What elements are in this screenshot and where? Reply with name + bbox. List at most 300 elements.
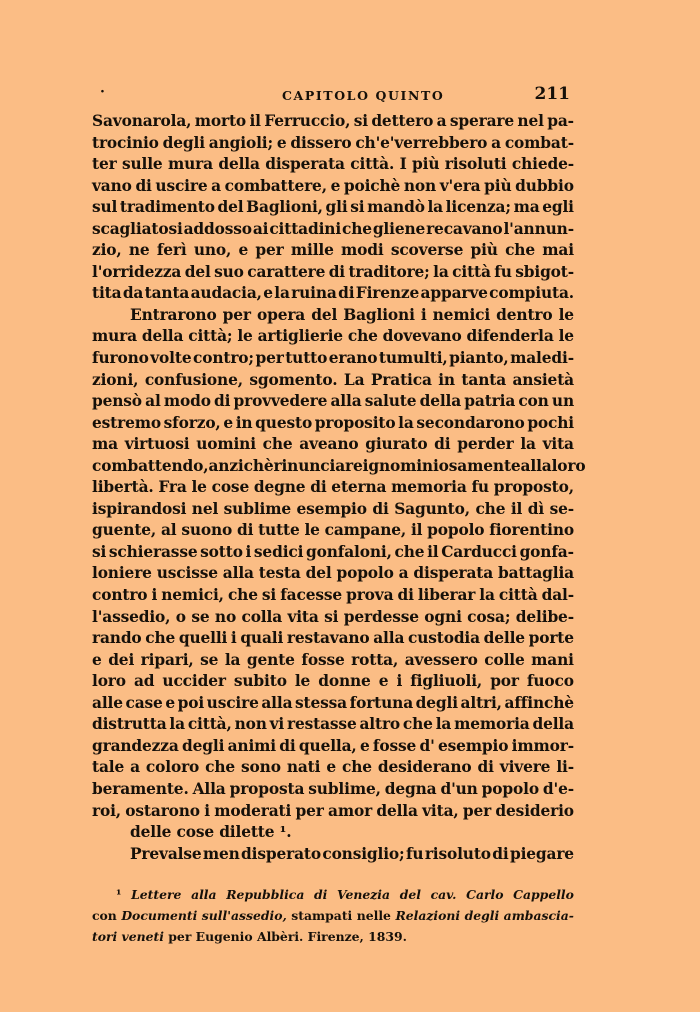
text-line [92,563,574,585]
footnote-word: Carlo [466,887,504,902]
word: gente [246,650,295,669]
word: i [420,305,427,324]
word: delle [483,629,525,648]
word: uscisse [156,564,218,583]
word: in [235,413,253,432]
text-line [92,822,574,844]
word: distrutta [92,715,167,734]
word: della [419,392,462,411]
word: perder [457,435,514,454]
word: Sagunto, [394,499,470,518]
word: coloro [145,758,200,777]
word: patria [464,392,516,411]
word: per [255,349,284,368]
word: angioli; [208,133,274,152]
word: mandò [367,198,425,217]
word: Alla [192,779,226,798]
word: loro [92,672,126,691]
word: o [175,607,186,626]
footnote-word: Venezia [337,887,391,902]
word: apparve [420,284,488,303]
footnote-word: ambascia- [503,908,574,923]
word: vita [542,435,574,454]
word: proposto, [493,478,574,497]
word: che [394,542,425,561]
word: difenderla [466,327,554,346]
word: Firenze [355,284,420,303]
word: guente, [92,521,157,540]
word: piegare [509,844,574,863]
word: di [236,521,254,540]
text-line [92,628,574,650]
word: colla [241,607,283,626]
footnote-word: sull'assedio, [201,908,287,923]
word: le [558,305,574,324]
text-line [92,801,574,823]
word: scoverse [390,241,464,260]
word: dettero [371,112,434,130]
footnote-word: Repubblica [226,887,305,902]
word: furono [92,349,149,368]
word: esempio [438,736,509,755]
word: a [130,758,140,777]
word: gliene [372,219,426,238]
word: I [399,155,407,174]
word: rotta, [351,650,399,669]
footnote-word: alla [191,887,217,902]
word: Prevalse [130,844,202,863]
footnote-segment: tori veneti [92,929,164,944]
word: disperata [265,155,345,174]
word: del [311,305,338,324]
word: grandezza [92,736,179,755]
word: se- [549,499,574,518]
word: della [218,155,260,174]
word: si [92,542,107,561]
word: vivere [499,758,551,777]
word: dovevano [382,327,462,346]
word: del [305,564,332,583]
word: nel [191,499,219,518]
word: sperare [449,112,514,130]
word: animi [227,736,276,755]
word: città, [187,715,232,734]
text-line [92,240,574,262]
word: vita, [422,801,459,820]
word: ad [133,672,155,691]
header-marker: · [100,84,105,100]
word: disperata [413,564,494,583]
word: men [202,844,240,863]
word: fosse [372,736,417,755]
word: degne [253,478,306,497]
word: a [436,112,447,130]
word: nemici, [161,586,224,605]
word: che [341,219,372,238]
footnote-word: Relazioni [395,908,461,923]
word: memoria [454,715,530,734]
word: vita [287,607,319,626]
running-header [92,84,568,108]
word: addosso [183,219,252,238]
word: aveano [299,435,359,454]
word: che [341,758,372,777]
word: ferì [156,241,187,260]
word: ostarono [125,801,200,820]
word: alle [92,693,123,712]
word: pensò [92,392,142,411]
word: l'annun- [503,219,574,238]
word: per [462,801,492,820]
word: le [191,478,207,497]
word: che [475,499,506,518]
text-line [92,542,574,564]
word: e [326,758,336,777]
word: popolo [427,521,485,540]
word: la [398,413,414,432]
word: sbigot- [515,262,574,281]
word: e [238,241,249,260]
word: dentro [496,305,553,324]
word: egli [542,198,574,217]
word: immor- [511,736,574,755]
word: confusione, [144,370,243,389]
word: contro [92,586,148,605]
word: dal- [541,586,574,605]
word: l'assedio, [92,607,171,626]
word: audacia, [190,284,262,303]
text-line [92,176,574,198]
word: desiderio [495,801,574,820]
word: porte [528,629,574,648]
word: suo [214,262,244,281]
text-line [92,693,574,715]
text-line [92,779,574,801]
word: cose [211,478,250,497]
word: che [262,435,293,454]
text-line [92,499,574,521]
word: consiglio; [322,844,405,863]
word: loniere [92,564,152,583]
word: i [204,801,210,820]
word: morto [194,112,247,130]
word: liberar [417,586,476,605]
word: le [294,672,311,691]
word: esempio [296,499,367,518]
word: secondarono [416,413,525,432]
text-line [92,757,574,779]
word: testa [258,564,301,583]
word: perdesse [343,607,419,626]
word: libertà. [92,478,154,497]
footnotes [92,884,574,947]
chapter-title: CAPITOLO QUINTO [282,88,445,103]
word: uccider [162,672,226,691]
word: vano [92,176,132,195]
word: alla [373,629,405,648]
word: e [330,176,341,195]
word: battaglia [497,564,574,583]
word: restavano [286,629,370,648]
word: dubbio [515,176,574,195]
word: chiede- [511,155,574,174]
footnote-word: di [314,887,328,902]
word: Pratica [370,370,432,389]
word: ai [252,219,269,238]
word: quella, [298,736,357,755]
word: la [520,435,536,454]
word: e [92,650,102,669]
word: gonfa- [519,542,574,561]
word: non [234,715,267,734]
word: roi, [92,801,121,820]
word: la [435,715,452,734]
word: traditore; [348,262,430,281]
word: fu [405,844,424,863]
word: prova [346,586,394,605]
word: cittadini [269,219,342,238]
word: sono [241,758,281,777]
word: avessero [404,650,478,669]
word: altri, [460,693,502,712]
word: sotto [200,542,243,561]
word: di [338,284,355,303]
word: che [402,715,433,734]
footnote-line [92,926,574,947]
text-line [92,197,574,219]
word: modo [163,392,211,411]
word: si [324,607,339,626]
word: por [490,672,519,691]
word: suono [181,521,233,540]
word: popolo [481,779,539,798]
word: degli [415,693,458,712]
word: rinunciare [273,456,363,475]
word: sforzo, [163,413,221,432]
text-line [92,283,574,305]
word: se [191,607,210,626]
word: Baglioni, [246,198,323,217]
word: volte [150,349,192,368]
word: l'orridezza [92,262,182,281]
word: combattere, [224,176,327,195]
word: si [261,586,277,605]
footnote-word: ¹ [116,887,122,902]
word: ch'e'verrebbero [355,133,488,152]
word: ansietà [512,370,574,389]
word: schierasse [108,542,198,561]
word: tutte [258,521,300,540]
word: degli [162,133,205,152]
word: affinchè [504,693,574,712]
word: e [223,413,234,432]
word: della [376,801,418,820]
word: il [249,112,261,130]
page-number: 211 [534,84,570,104]
word: zioni, [92,370,139,389]
word: d' [419,736,435,755]
word: città; [188,327,233,346]
word: pa- [547,112,574,130]
word: di [310,478,327,497]
text-line [92,844,574,866]
word: se [200,650,219,669]
word: popolo [336,564,394,583]
word: risoluti [444,155,507,174]
word: la [433,262,449,281]
text-line [92,585,574,607]
word: questo [255,413,313,432]
word: di [135,176,152,195]
word: anzichè [208,456,274,475]
word: mura [92,327,137,346]
word: uomini [196,435,256,454]
word: fosse [301,650,345,669]
word: per [295,801,324,820]
word: licenza; [445,198,511,217]
word: Baglioni [343,305,415,324]
word: per [255,241,284,260]
text-line [92,413,574,435]
word: Entrarono [130,305,217,324]
word: dei [108,650,135,669]
word: altro [359,715,401,734]
footnote-word: Lettere [131,887,182,902]
word: di [214,392,231,411]
word: quelli [178,629,228,648]
word: memoria [391,478,467,497]
word: poi [177,693,205,712]
footnote-word: nelle [356,908,391,923]
text-line [92,219,574,241]
word: contro; [193,349,254,368]
word: che [505,241,535,260]
word: che [227,586,258,605]
word: ma [92,435,118,454]
word: ripari, [140,650,194,669]
word: cosa; [467,607,511,626]
word: disperato [241,844,321,863]
word: più [484,176,512,195]
word: gonfaloni, [306,542,392,561]
word: più [470,241,498,260]
word: alla [520,456,552,475]
text-line [92,650,574,672]
word: e [276,133,287,152]
text-line [92,111,574,133]
word: ter [92,155,117,174]
word: moderati [214,801,292,820]
word: maledi- [510,349,574,368]
word: mai [542,241,574,260]
word: pochi [527,413,574,432]
word: alla [222,564,254,583]
word: tradimento [119,198,215,217]
word: di [372,499,389,518]
word: del [217,198,244,217]
word: compiuta. [489,284,574,303]
word: e [263,284,273,303]
word: d'e- [542,779,574,798]
word: tanta [144,284,190,303]
word: delle cose dilette ¹. [130,823,292,842]
word: città [452,262,491,281]
word: di [397,586,414,605]
footnote-word: stampati [291,908,353,923]
word: e [378,672,389,691]
word: le [558,327,574,346]
text-line [92,477,574,499]
text-line [92,607,574,629]
word: degna [384,779,437,798]
footnote-word: degli [464,908,500,923]
footnote-line [92,905,574,926]
word: gli [325,198,348,217]
word: da [122,284,144,303]
body-text [92,111,586,865]
word: amor [328,801,373,820]
word: a [491,133,501,152]
word: mani [531,650,574,669]
word: modi [341,241,384,260]
word: mura [167,155,213,174]
word: loro [551,456,586,475]
word: dì [527,499,545,518]
word: al [145,392,161,411]
word: delibe- [515,607,574,626]
word: i [396,672,403,691]
word: si [353,112,368,130]
word: della [141,327,184,346]
word: il [510,499,523,518]
word: provvedere [233,392,328,411]
word: opera [256,305,306,324]
word: eterna [331,478,387,497]
word: ogni [424,607,462,626]
word: combat- [504,133,574,152]
word: di [492,844,509,863]
word: no [214,607,237,626]
word: un [551,392,574,411]
word: artiglierie [257,327,343,346]
word: e [359,736,370,755]
word: città [498,586,538,605]
word: di [279,736,296,755]
word: uscire [155,176,208,195]
word: giurato [365,435,428,454]
word: il [427,542,439,561]
word: Carducci [441,542,517,561]
word: la [274,284,290,303]
word: v'era [439,176,481,195]
word: beramente. [92,779,189,798]
word: facesse [280,586,343,605]
footnote-word: cav. [430,887,457,902]
word: pianto, [449,349,509,368]
word: rando [92,629,142,648]
word: proposta [229,779,305,798]
word: di [328,262,345,281]
word: stessa [295,693,347,712]
word: con [518,392,549,411]
text-line [92,736,574,758]
word: a [398,564,409,583]
word: quali [240,629,284,648]
word: tale [92,758,125,777]
word: Fra [158,478,187,497]
word: combattendo, [92,456,209,475]
text-line [92,520,574,542]
